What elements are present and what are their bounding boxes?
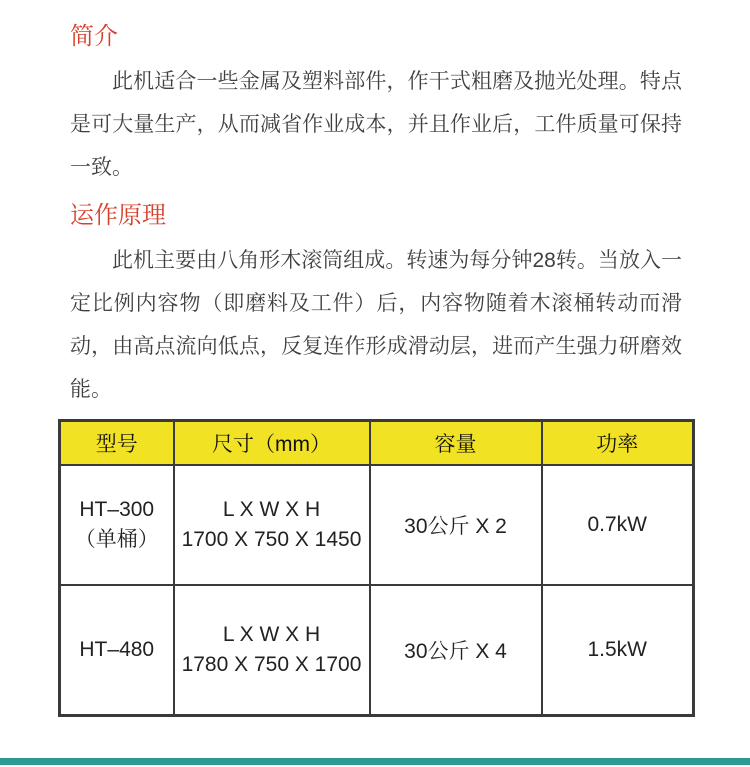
spec-header-model: 型号 bbox=[60, 421, 174, 466]
spec-table-header-row bbox=[60, 421, 694, 466]
principle-paragraph: 此机主要由八角形木滚筒组成。转速为每分钟28转。当放入一定比例内容物（即磨料及工件）后，内容物随着木滚桶转动而滑动，由高点流向低点，反复连作形成滑动层，进而产生强力研磨效能。 bbox=[70, 249, 682, 401]
section-heading-intro: 简介 bbox=[70, 23, 118, 50]
spec-cell-model bbox=[60, 465, 174, 585]
spec-cell-capacity: 30公斤 X 4 bbox=[370, 585, 542, 716]
model-name: HT–480 bbox=[79, 638, 155, 661]
dimension-values: 1700 X 750 X 1450 bbox=[181, 528, 362, 551]
dimension-formula: L X W X H bbox=[222, 623, 321, 646]
spec-cell-power: 1.5kW bbox=[542, 585, 694, 716]
footer-divider-bar bbox=[0, 758, 750, 765]
dimension-values: 1780 X 750 X 1700 bbox=[181, 653, 362, 676]
spec-cell-model bbox=[60, 585, 174, 716]
spec-cell-power: 0.7kW bbox=[542, 465, 694, 585]
section-heading-principle: 运作原理 bbox=[70, 202, 166, 229]
spec-cell-dimensions bbox=[174, 585, 370, 716]
dimension-formula: L X W X H bbox=[222, 498, 321, 521]
spec-cell-dimensions bbox=[174, 465, 370, 585]
model-name: HT–300 bbox=[79, 498, 155, 521]
spec-header-power: 功率 bbox=[542, 421, 694, 466]
spec-table bbox=[58, 419, 695, 717]
spec-header-capacity: 容量 bbox=[370, 421, 542, 466]
intro-paragraph: 此机适合一些金属及塑料部件，作干式粗磨及抛光处理。特点是可大量生产，从而减省作业成本，并且作业后，工件质量可保持一致。 bbox=[70, 70, 682, 179]
spec-row-ht480 bbox=[60, 585, 694, 716]
model-variant: （单桶） bbox=[74, 528, 159, 551]
spec-header-dimensions: 尺寸（mm） bbox=[174, 421, 370, 466]
spec-cell-capacity: 30公斤 X 2 bbox=[370, 465, 542, 585]
spec-row-ht300 bbox=[60, 465, 694, 585]
